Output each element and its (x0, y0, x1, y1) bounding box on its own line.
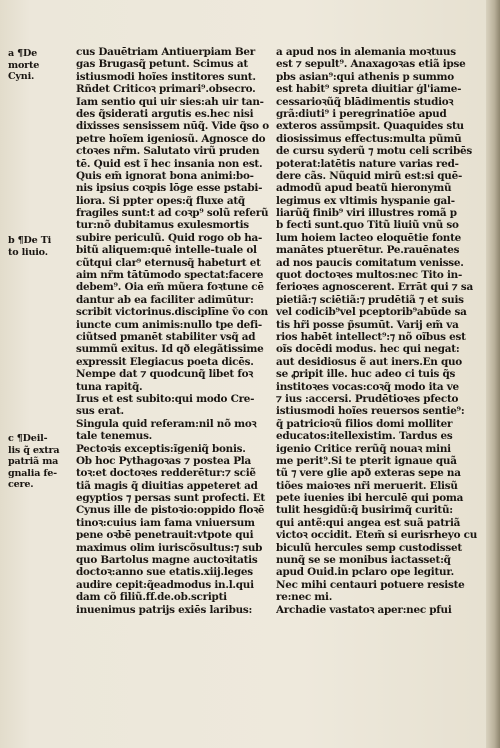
left-column-line: audire cepit:q̃eadmodus in.l.qui (76, 578, 254, 591)
right-column-line: grã:diuti⁹ i peregrinatiōe apud (276, 107, 447, 120)
left-column-line: cũtqui clar⁹ eternusq̃ habeturt et (76, 256, 261, 269)
left-column-line: iuncte cum animis:nullo tpe defi- (76, 318, 262, 331)
left-column-line: Ob hoc Pythagoꝛas ⁊ postea Pla (76, 454, 251, 467)
left-column-line: quo Bartolus magne auctoꝛitatis (76, 554, 258, 567)
right-column-line: pete iuenies ibi herculē qui poma (276, 492, 464, 505)
right-column-line: tulit hesgidũ:q̃ busirimq̃ curitũ: (276, 504, 453, 517)
left-column-line: istiusmodi hoĩes institores sunt. (76, 70, 256, 83)
left-column-line: sus erat. (76, 405, 124, 418)
right-column-line: diosissimus effectus:multa pũmū (276, 132, 462, 145)
left-column-line: tinoꝛ:cuius iam fama vniuersum (76, 516, 255, 529)
left-text-column (76, 46, 274, 616)
right-column-line: vel codicib⁹vel pceptorib⁹abūde sa (276, 306, 467, 319)
left-column-line: Pectoꝛis exceptis:ĩgeniq̃ bonis. (76, 442, 246, 455)
left-column-line: summũ exitus. Id qð elegãtissime (76, 343, 264, 356)
left-column-line: maximus olim iuriscõsultus:⁊ sub (76, 541, 263, 554)
right-column-line: educatos:itellexistim. Tardus es (276, 430, 453, 443)
left-column-line: pene oꝛbē penetrauit:vtpote qui (76, 529, 254, 542)
left-column-line: tuna rapitq̃. (76, 380, 143, 393)
right-column-line: biculũ hercules semp custodisset (276, 541, 462, 554)
right-column-line: oĩs docēdi modus. hec qui negat: (276, 343, 460, 356)
right-column-line: manātes ptuerētur. Pe.rauēnates (276, 244, 460, 257)
right-column-line: liarũq̃ finib⁹ viri illustres romã p (276, 207, 457, 220)
right-column-line: q̃ patricioꝛũ filios domi molliter (276, 417, 453, 430)
left-column-line: scribit victorinus.disciplīne ṽo con (76, 306, 268, 319)
right-column-line: qui antẽ:qui angea est suã patriã (276, 516, 461, 529)
left-column-line: Iam sentio qui uir sies:ah uir tan- (76, 95, 264, 108)
left-column-line: tur:nõ dubitamus exulesmortis (76, 219, 249, 232)
left-column-line: ctoꝛes nr̃m. Salutato virũ pruden (76, 145, 260, 158)
right-column-line: pbs asian⁹:qui athenis p summo (276, 70, 454, 83)
margin-note-a: a ¶De morte Cyni. (8, 48, 40, 82)
right-column-line: est ⁊ sepult⁹. Anaxagoꝛas etiã ipse (276, 58, 466, 71)
left-column-line: cus Dauētriam Antiuerpiam Ber (76, 46, 256, 58)
left-column-line: tiã magis q̃ diuitias appeteret ad (76, 479, 258, 492)
right-column-line: rios habēt intellect⁹:⁊ nõ oĩbus est (276, 330, 466, 343)
left-column-line: Irus et est subito:qui modo Cre- (76, 392, 255, 405)
right-column-line: Archadie vastatoꝛ aper:nec pfui (276, 603, 452, 616)
right-column-line: igenio Critice rerũq̃ nouaꝛ mini (276, 442, 451, 455)
margin-note-c: c ¶Deil- lis q̃ extra patriã ma gnalia fe- cere. (8, 433, 60, 490)
right-column-line: ad nos paucis comitatum venisse. (276, 256, 464, 269)
right-column-line: de cursu syderũ ⁊ motu celi scribēs (276, 145, 472, 158)
left-column-line: dixisses sensissem nūq̃. Vide q̃so o (76, 120, 269, 133)
left-column-line: dam cõ filiũ.ff.de.ob.scripti (76, 591, 227, 604)
page-gutter-shadow (486, 0, 500, 748)
right-column-line: est habit⁹ spreta diuitiar ģl'iame- (276, 83, 462, 96)
left-column-line: nis ipsius coꝛpis lōge esse pstabi- (76, 182, 263, 195)
left-column-line: dantur ab ea faciliter adimūtur: (76, 293, 254, 306)
left-column-line: ciũtsed pmanēt stabiliter vsq̃ ad (76, 330, 256, 343)
left-column-line: petre hoĩem igeniosũ. Agnosce do (76, 132, 266, 145)
left-column-line: toꝛ:et doctoꝛes redderētur:⁊ sciẽ (76, 467, 256, 480)
right-column-line: a apud nos in alemania moꝛtuus (276, 46, 456, 58)
right-column-line: se ꝓripit ille. huc adeo ci tuis q̃s (276, 368, 456, 381)
left-column-line: aim nr̃m tātūmodo spectat:facere (76, 269, 264, 282)
left-column-line: gas Brugasq̃ petunt. Scimus at (76, 58, 248, 71)
left-column-line: debem⁹. Oia em̃ mũera foꝛtune cē (76, 281, 264, 294)
left-column-line: expressit Elegiacus poeta dicēs. (76, 355, 254, 368)
margin-note-b: b ¶De Ti to liuio. (8, 235, 52, 258)
left-column-line: des q̃siderati argutis es.hec nisi (76, 107, 254, 120)
right-column-line: ferioꝛes agnoscerent. Errāt qui ⁊ sa (276, 281, 473, 294)
right-column-line: victoꝛ occidit. Etem̃ si eurisrheyo cu (276, 529, 478, 542)
left-column-line: Quis em̃ ignorat bona animi:bo- (76, 169, 254, 182)
right-column-line: poterat:latētis nature varias red- (276, 157, 459, 170)
left-column-line: Cynus ille de pistoꝛio:oppido floꝛē (76, 504, 265, 517)
right-column-line: tis hr̃i posse p̃sumūt. Varij em̃ va (276, 318, 459, 331)
left-column-line: doctoꝛ:anno sue etatis.xiij.leges (76, 566, 253, 579)
right-text-column (276, 46, 480, 616)
right-column-line: exteros assũmpsit. Quaquides stu (276, 120, 464, 133)
right-column-line: institoꝛes vocas:coꝛq̃ modo ita ve (276, 380, 459, 393)
right-column-line: istiusmodi hoĩes reuersos sentie⁹: (276, 405, 465, 418)
right-column-line: pietiã:⁊ sciētiã:⁊ prudētiã ⁊ et suis (276, 293, 464, 306)
right-column-line: lum hoiem lacteo eloquētie fonte (276, 231, 461, 244)
left-column-line: egyptios ⁊ persas sunt profecti. Et (76, 492, 265, 505)
right-column-line: b fecti sunt.quo Titũ liuiũ vnũ so (276, 219, 459, 232)
right-column-line: me perit⁹.Si te pterit ignaue quã (276, 454, 457, 467)
right-column-line: legimus ex vltimis hyspanie gal- (276, 194, 455, 207)
right-column-line: tiões maioꝛes nr̃i meruerit. Elisũ (276, 479, 458, 492)
right-column-line: re:nec mi. (276, 591, 333, 604)
left-column-line: bitũ aliquem:quē intelle-tuale ol (76, 244, 257, 257)
left-column-line: tale tenemus. (76, 430, 153, 443)
right-column-line: aut desidiosus ẽ aut iners.En quo (276, 355, 462, 368)
right-column-line: tũ ⁊ vere glie apð exteras sepe na (276, 467, 461, 480)
right-column-line: nunq̃ se se monibus iactasset:q̃ (276, 554, 451, 567)
left-column-line: Rñdet Criticoꝛ primari⁹.obsecro. (76, 83, 256, 96)
right-column-line: admodũ apud beatũ hieronymũ (276, 182, 452, 195)
left-column-line: Singula quid referam:nil nõ moꝛ (76, 417, 257, 430)
right-column-line: quot doctoꝛes multos:nec Tito in- (276, 269, 463, 282)
right-column-line: Nec mihi centauri potuere resiste (276, 578, 465, 591)
left-column-line: inuenimus patrijs exiēs laribus: (76, 603, 253, 616)
left-column-line: liora. Si ppter opes:q̃ fluxe atq̃ (76, 194, 245, 207)
left-column-line: Nempe dat ⁊ quodcunq̃ libet foꝛ (76, 368, 253, 381)
left-column-line: fragiles sunt:t ad coꝛp⁹ solũ referũ (76, 207, 269, 220)
right-column-line: cessarioꝛũq̃ blādimentis studioꝛ (276, 95, 454, 108)
left-column-line: subire periculũ. Quid rogo ob ha- (76, 231, 263, 244)
right-column-line: ⁊ ius :accersi. Prudētioꝛes pfecto (276, 392, 459, 405)
right-column-line: dere cãs. Nũquid mirũ est:si quē- (276, 169, 463, 182)
left-column-line: tē. Quid est ĩ hec insania non est. (76, 157, 263, 170)
right-column-line: apud Ouid.in pclaro ope legitur. (276, 566, 454, 579)
